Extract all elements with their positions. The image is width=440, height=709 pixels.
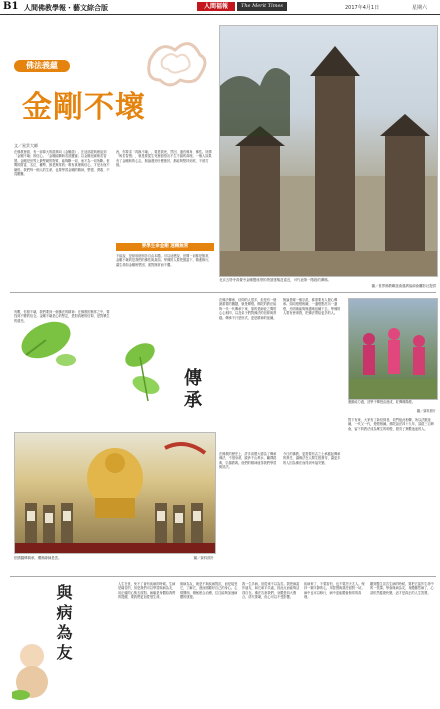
transmission-title: 傳承 [181, 368, 202, 412]
feature-byline: 文／星雲大師 [14, 143, 38, 148]
pagoda-photo-caption: 北京五塔寺真覺寺金剛寶座塔的塔頂建築及遠近，可代表第一階段的禪佛。 [219, 278, 331, 282]
newspaper-logo: 人間福報 [197, 2, 235, 11]
transmission-caption-2-credit: 圖／資料照片 [416, 409, 436, 413]
dance-performance-photo [348, 298, 438, 400]
feature-body-col4: 有數，你照不壞，我們要到一個佛法的精神：在佛教的無常之中，要找到不變的信念。金剛不壞是心的堅定，是對真理的信仰，是對眾生的慈悲。 [14, 310, 110, 323]
illness-body-col5: 聽到醫生宣告生病的時候，要把它當作生命中的一堂課。學會與病為友，身體雖然病了，心卻依然健康快樂，這才是真正的人生智慧。 [370, 582, 434, 595]
feature-body-col1: 在佛教裡面，有一部偉大的經典叫《金剛經》，在這部經典裡說到「金剛不壞」的信心。「金剛能斷般若波羅蜜」以金剛比喻般若智慧。金剛是世界上最堅硬的物質，能夠斷一切，而不為一切所斷。世間的財富、名位、權勢，都是無常的；唯有真理與信心，才是永恆不壞的。我們每一個人的生命，也要學習金剛的精神，堅強、勇敢、不畏艱難。 [14, 150, 110, 177]
section-title: 人間佛教學報・藝文綜合版 [24, 4, 108, 12]
transmission-body-col4: 今日的佛教，更需要有志之士承擔起傳承的責任，讓佛法在人間生根發芽，讓更多的人因為佛法而得到幸福安樂。 [283, 452, 341, 465]
transmission-body-col3: 在佛教的歷史上，許多高僧大德為了傳承佛法，不惜身命，跋涉千山萬水，翻譯經典，弘揚教義。他們的精神值得我們學習與效法。 [219, 452, 277, 470]
newspaper-english-name: The Merit Times [237, 2, 287, 11]
feature-body-col3: 不能說，是採取個別各自由本體。可以這麼說，世間一切都是無常，金剛不壞的是我們的佛性與真如。學佛的人要把握當下，精進修行，讓生命如金剛般堅固，面對無常而不懼。 [116, 254, 212, 267]
pagoda-photo-credit: 圖／世界佛教聯誼會慈濟協副會攝影社提供 [371, 284, 436, 288]
feature-title: 金剛不壞 [22, 90, 146, 125]
feature-body-col2: 西，你要求「再換不壞」，要是我死，然回，還有佛身、佛性。所謂「般若智慧」，就是要從生死裡面悟出不生不滅的真理。一個人如果有了金剛般的心志，無論遇到什麼挫折，都能夠堅持到底，不被打倒。 [116, 150, 212, 168]
illness-body-col2: 與病為友，就是不與疾病對抗，而是接受它，了解它，進而照顧好自己的身心。心情開朗，積極配合治療，往往能夠加速病體的康復。 [180, 582, 238, 600]
section-number: B1 [3, 1, 19, 12]
transmission-body-col2: 無論是哪一個宗派，都需要有人發心傳承。如同燈燈相續，一盞燈點亮另一盞燈，光明就能夠無盡地延續下去。學佛的人要有使命感，把佛法帶給更多的人。 [283, 298, 341, 316]
feature-badge: 佛法義蘊 [14, 60, 70, 72]
decorative-cloud-pattern [140, 30, 210, 90]
illness-body-col3: 我一生多病，但從來不以為苦。我把病當作朋友，和它和平共處，因此反而能夠活得自在。佛法告訴我們，身體是四大假合，終究要壞，但心可以不受影響。 [242, 582, 300, 600]
section-divider-2 [10, 576, 436, 577]
pagoda-photo [219, 25, 438, 277]
transmission-body-col1: 在佛法傳承，信仰的人很多，但是有一個最重要的關鍵，就是傳燈。佛陀的教法能夠一代一代傳承下來，靠的是師徒之間的心心相印，以及弟子們對佛法的信仰與實踐。傳承不只是形式，更是精神的延續。 [219, 298, 277, 320]
issue-date: 2017年4月1日 [345, 5, 380, 11]
section-divider [10, 292, 436, 293]
illness-body-col1: 人生在世，免不了會有疾病的時候。生病是痛苦的，但是我們可以學習與病為友，用正確的心態去面對。病痛是身體給我們的提醒，要我們更加愛惜生命。 [118, 582, 176, 600]
page-header [0, 0, 440, 15]
transmission-caption-1-credit: 圖／資料照片 [193, 556, 214, 560]
illness-body-col4: 疾病來了，不要害怕，也不要怨天尤人。保持一顆平靜的心，用智慧與慈悲面對一切。病中也可以修行，病中更能體會無常的真理。 [304, 582, 365, 600]
feature-subhead: 要學生命金剛 速轉無常 [116, 243, 214, 251]
monk-illustration [12, 640, 52, 700]
transmission-caption-2: 運動能力過，初學子傳授由進成，旺傳佛陽燈。 [348, 400, 415, 404]
transmission-caption-1: 依國圓傳偈承，燭佛緣師是雲。 [14, 556, 62, 560]
issue-weekday: 星期六 [412, 5, 428, 11]
transmission-leaf-illustration [118, 335, 168, 405]
illness-title: 與病為友 [54, 584, 73, 664]
transmission-body-col5: 對下有來，大家有了新信仰者，同門組此相傳，所以法脈延續，一代又一代，燈燈相續。佛陀說法四十九年，談經三百餘會，留下的教法成為眾生的明燈，照亮了無數迷途的人。 [348, 418, 435, 431]
buddha-ceremony-photo [14, 432, 216, 554]
